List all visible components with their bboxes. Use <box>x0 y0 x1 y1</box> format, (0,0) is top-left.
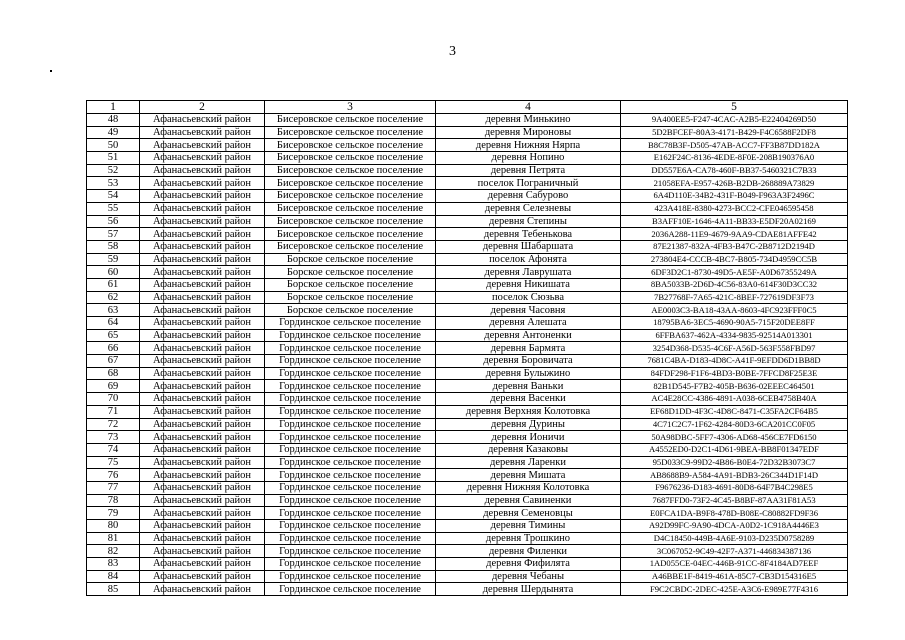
cell-locality: деревня Ваньки <box>436 380 621 393</box>
cell-row-number: 70 <box>87 393 140 406</box>
cell-district: Афанасьевский район <box>140 317 265 330</box>
cell-guid: A46BBE1F-8419-461A-85C7-CB3D154316E5 <box>621 570 848 583</box>
cell-district: Афанасьевский район <box>140 443 265 456</box>
table-row <box>87 164 848 177</box>
cell-settlement: Гординское сельское поселение <box>265 520 436 533</box>
table-row <box>87 393 848 406</box>
cell-settlement: Бисеровское сельское поселение <box>265 240 436 253</box>
cell-locality: деревня Часовня <box>436 304 621 317</box>
cell-district: Афанасьевский район <box>140 215 265 228</box>
cell-row-number: 81 <box>87 532 140 545</box>
table-row <box>87 266 848 279</box>
cell-district: Афанасьевский район <box>140 520 265 533</box>
table-row <box>87 431 848 444</box>
cell-locality: деревня Бармята <box>436 342 621 355</box>
cell-guid: 82B1D545-F7B2-405B-B636-02EEEC464501 <box>621 380 848 393</box>
table-header-row <box>87 101 848 114</box>
cell-row-number: 71 <box>87 405 140 418</box>
cell-locality: деревня Сабурово <box>436 190 621 203</box>
table-row <box>87 139 848 152</box>
table-row <box>87 228 848 241</box>
cell-district: Афанасьевский район <box>140 405 265 418</box>
table-row <box>87 152 848 165</box>
cell-guid: 6DF3D2C1-8730-49D5-AE5F-A0D67355249A <box>621 266 848 279</box>
cell-settlement: Борское сельское поселение <box>265 291 436 304</box>
cell-settlement: Гординское сельское поселение <box>265 393 436 406</box>
cell-row-number: 56 <box>87 215 140 228</box>
cell-district: Афанасьевский район <box>140 304 265 317</box>
cell-row-number: 72 <box>87 418 140 431</box>
cell-district: Афанасьевский район <box>140 583 265 596</box>
cell-guid: 1AD055CE-04EC-446B-91CC-8F4184AD7EEF <box>621 558 848 571</box>
cell-row-number: 48 <box>87 114 140 127</box>
cell-locality: деревня Антоненки <box>436 329 621 342</box>
cell-settlement: Гординское сельское поселение <box>265 583 436 596</box>
cell-row-number: 73 <box>87 431 140 444</box>
cell-district: Афанасьевский район <box>140 329 265 342</box>
cell-locality: деревня Мишата <box>436 469 621 482</box>
cell-guid: AE0003C3-BA18-43AA-8603-4FC923FFF0C5 <box>621 304 848 317</box>
cell-settlement: Бисеровское сельское поселение <box>265 139 436 152</box>
cell-locality: деревня Тебенькова <box>436 228 621 241</box>
table-row <box>87 469 848 482</box>
cell-guid: 50A98DBC-5FF7-4306-AD68-456CE7FD6150 <box>621 431 848 444</box>
cell-guid: F9676236-D183-4691-80D8-64F7B4C298E5 <box>621 481 848 494</box>
header-col-3: 3 <box>265 101 436 114</box>
table-row <box>87 177 848 190</box>
cell-settlement: Бисеровское сельское поселение <box>265 126 436 139</box>
table-body <box>87 114 848 596</box>
cell-locality: поселок Сюзьва <box>436 291 621 304</box>
cell-settlement: Бисеровское сельское поселение <box>265 164 436 177</box>
table-row <box>87 114 848 127</box>
cell-guid: AB8688B9-A584-4A91-BDB3-26C344D1F14D <box>621 469 848 482</box>
cell-district: Афанасьевский район <box>140 481 265 494</box>
cell-settlement: Бисеровское сельское поселение <box>265 190 436 203</box>
table-row <box>87 405 848 418</box>
table-row <box>87 570 848 583</box>
cell-settlement: Бисеровское сельское поселение <box>265 177 436 190</box>
cell-locality: деревня Семеновцы <box>436 507 621 520</box>
cell-locality: деревня Казаковы <box>436 443 621 456</box>
cell-guid: 5D2BFCEF-80A3-4171-B429-F4C6588F2DF8 <box>621 126 848 139</box>
cell-guid: 87E21387-832A-4FB3-B47C-2B8712D2194D <box>621 240 848 253</box>
cell-row-number: 67 <box>87 355 140 368</box>
cell-locality: поселок Афонята <box>436 253 621 266</box>
cell-row-number: 66 <box>87 342 140 355</box>
cell-guid: 6A4D110E-34B2-431F-B049-F963A3F2496C <box>621 190 848 203</box>
cell-guid: E0FCA1DA-B9F8-478D-B08E-C80882FD9F36 <box>621 507 848 520</box>
table-row <box>87 481 848 494</box>
cell-locality: деревня Селезневы <box>436 202 621 215</box>
cell-guid: A4552ED0-D2C1-4D61-9BEA-BB8F01347EDF <box>621 443 848 456</box>
header-col-1: 1 <box>87 101 140 114</box>
cell-guid: B8C78B3F-D505-47AB-ACC7-FF3B87DD182A <box>621 139 848 152</box>
cell-locality: деревня Боровичата <box>436 355 621 368</box>
cell-settlement: Гординское сельское поселение <box>265 532 436 545</box>
cell-locality: деревня Булыжино <box>436 367 621 380</box>
cell-row-number: 62 <box>87 291 140 304</box>
cell-settlement: Гординское сельское поселение <box>265 443 436 456</box>
cell-guid: E162F24C-8136-4EDE-8F0E-208B190376A0 <box>621 152 848 165</box>
cell-district: Афанасьевский район <box>140 278 265 291</box>
cell-row-number: 60 <box>87 266 140 279</box>
cell-district: Афанасьевский район <box>140 152 265 165</box>
cell-row-number: 55 <box>87 202 140 215</box>
cell-locality: поселок Пограничный <box>436 177 621 190</box>
cell-district: Афанасьевский район <box>140 393 265 406</box>
cell-locality: деревня Минькино <box>436 114 621 127</box>
cell-locality: деревня Фифилята <box>436 558 621 571</box>
table-row <box>87 443 848 456</box>
cell-locality: деревня Нижняя Нярпа <box>436 139 621 152</box>
header-col-5: 5 <box>621 101 848 114</box>
cell-settlement: Бисеровское сельское поселение <box>265 215 436 228</box>
cell-locality: деревня Верхняя Колотовка <box>436 405 621 418</box>
cell-settlement: Бисеровское сельское поселение <box>265 228 436 241</box>
cell-guid: EF68D1DD-4F3C-4D8C-8471-C35FA2CF64B5 <box>621 405 848 418</box>
cell-district: Афанасьевский район <box>140 139 265 152</box>
cell-settlement: Гординское сельское поселение <box>265 431 436 444</box>
cell-settlement: Гординское сельское поселение <box>265 469 436 482</box>
cell-locality: деревня Шердынята <box>436 583 621 596</box>
cell-guid: 423A418E-8380-4273-BCC2-CFE046595458 <box>621 202 848 215</box>
cell-row-number: 63 <box>87 304 140 317</box>
cell-settlement: Бисеровское сельское поселение <box>265 202 436 215</box>
table-row <box>87 367 848 380</box>
cell-guid: 7B27768F-7A65-421C-8BEF-727619DF3F73 <box>621 291 848 304</box>
cell-district: Афанасьевский район <box>140 253 265 266</box>
table-row <box>87 494 848 507</box>
cell-row-number: 85 <box>87 583 140 596</box>
cell-settlement: Борское сельское поселение <box>265 266 436 279</box>
table-row <box>87 342 848 355</box>
cell-district: Афанасьевский район <box>140 291 265 304</box>
cell-district: Афанасьевский район <box>140 240 265 253</box>
cell-settlement: Гординское сельское поселение <box>265 342 436 355</box>
cell-district: Афанасьевский район <box>140 190 265 203</box>
cell-settlement: Гординское сельское поселение <box>265 494 436 507</box>
cell-locality: деревня Нопино <box>436 152 621 165</box>
cell-district: Афанасьевский район <box>140 164 265 177</box>
cell-settlement: Борское сельское поселение <box>265 304 436 317</box>
cell-locality: деревня Петрята <box>436 164 621 177</box>
table-row <box>87 304 848 317</box>
cell-district: Афанасьевский район <box>140 558 265 571</box>
cell-district: Афанасьевский район <box>140 114 265 127</box>
cell-guid: 84FDF298-F1F6-4BD3-B0BE-7FFCD8F25E3E <box>621 367 848 380</box>
cell-settlement: Гординское сельское поселение <box>265 570 436 583</box>
cell-row-number: 61 <box>87 278 140 291</box>
table-row <box>87 215 848 228</box>
cell-settlement: Гординское сельское поселение <box>265 329 436 342</box>
cell-district: Афанасьевский район <box>140 456 265 469</box>
cell-locality: деревня Алешата <box>436 317 621 330</box>
cell-row-number: 58 <box>87 240 140 253</box>
cell-row-number: 53 <box>87 177 140 190</box>
cell-district: Афанасьевский район <box>140 177 265 190</box>
cell-guid: AC4E28CC-4386-4891-A038-6CEB4758B40A <box>621 393 848 406</box>
cell-row-number: 52 <box>87 164 140 177</box>
cell-guid: A92D99FC-9A90-4DCA-A0D2-1C918A4446E3 <box>621 520 848 533</box>
cell-locality: деревня Мироновы <box>436 126 621 139</box>
cell-settlement: Гординское сельское поселение <box>265 418 436 431</box>
table-row <box>87 520 848 533</box>
cell-row-number: 83 <box>87 558 140 571</box>
table-row <box>87 507 848 520</box>
cell-guid: 95D033C9-99D2-4B86-B0E4-72D32B3073C7 <box>621 456 848 469</box>
cell-district: Афанасьевский район <box>140 532 265 545</box>
cell-row-number: 49 <box>87 126 140 139</box>
cell-district: Афанасьевский район <box>140 367 265 380</box>
cell-guid: 273804E4-CCCB-4BC7-B805-734D4959CC5B <box>621 253 848 266</box>
cell-guid: 7681C4BA-D183-4D8C-A41F-9EFDD6D1BB8D <box>621 355 848 368</box>
cell-guid: 7687FFD0-73F2-4C45-B8BF-87AA31F81A53 <box>621 494 848 507</box>
cell-guid: 6FFBA637-462A-4334-9835-92514A013301 <box>621 329 848 342</box>
settlements-table <box>86 100 848 596</box>
cell-guid: 18795BA6-3EC5-4690-90A5-715F20DEE8FF <box>621 317 848 330</box>
cell-settlement: Гординское сельское поселение <box>265 545 436 558</box>
table-row <box>87 253 848 266</box>
table-row <box>87 240 848 253</box>
cell-row-number: 74 <box>87 443 140 456</box>
table-row <box>87 545 848 558</box>
cell-row-number: 57 <box>87 228 140 241</box>
cell-district: Афанасьевский район <box>140 469 265 482</box>
cell-row-number: 78 <box>87 494 140 507</box>
header-col-2: 2 <box>140 101 265 114</box>
cell-settlement: Борское сельское поселение <box>265 278 436 291</box>
cell-guid: 4C71C2C7-1F62-4284-80D3-6CA201CC0F05 <box>621 418 848 431</box>
cell-district: Афанасьевский район <box>140 202 265 215</box>
cell-row-number: 65 <box>87 329 140 342</box>
cell-district: Афанасьевский район <box>140 494 265 507</box>
cell-locality: деревня Тимины <box>436 520 621 533</box>
cell-settlement: Гординское сельское поселение <box>265 481 436 494</box>
cell-row-number: 82 <box>87 545 140 558</box>
table-row <box>87 418 848 431</box>
cell-settlement: Гординское сельское поселение <box>265 317 436 330</box>
cell-row-number: 69 <box>87 380 140 393</box>
table-row <box>87 126 848 139</box>
cell-district: Афанасьевский район <box>140 418 265 431</box>
table-row <box>87 558 848 571</box>
cell-settlement: Гординское сельское поселение <box>265 456 436 469</box>
cell-locality: деревня Нижняя Колотовка <box>436 481 621 494</box>
cell-locality: деревня Дурины <box>436 418 621 431</box>
cell-settlement: Гординское сельское поселение <box>265 367 436 380</box>
cell-settlement: Гординское сельское поселение <box>265 558 436 571</box>
cell-row-number: 75 <box>87 456 140 469</box>
table-row <box>87 278 848 291</box>
scan-dot <box>50 70 52 72</box>
cell-row-number: 59 <box>87 253 140 266</box>
cell-row-number: 51 <box>87 152 140 165</box>
cell-settlement: Бисеровское сельское поселение <box>265 152 436 165</box>
cell-district: Афанасьевский район <box>140 507 265 520</box>
cell-guid: 3254D368-D535-4C6F-A56D-563F558FBD97 <box>621 342 848 355</box>
table-row <box>87 329 848 342</box>
table-row <box>87 202 848 215</box>
cell-locality: деревня Ионичи <box>436 431 621 444</box>
cell-district: Афанасьевский район <box>140 228 265 241</box>
table-row <box>87 456 848 469</box>
cell-guid: 8BA5033B-2D6D-4C56-83A0-614F30D3CC32 <box>621 278 848 291</box>
cell-guid: 3C067052-9C49-42F7-A371-446834387136 <box>621 545 848 558</box>
cell-district: Афанасьевский район <box>140 570 265 583</box>
cell-district: Афанасьевский район <box>140 380 265 393</box>
table-row <box>87 380 848 393</box>
cell-row-number: 76 <box>87 469 140 482</box>
cell-locality: деревня Лаврушата <box>436 266 621 279</box>
header-col-4: 4 <box>436 101 621 114</box>
cell-guid: D4C18450-449B-4A6E-9103-D235D0758289 <box>621 532 848 545</box>
cell-row-number: 68 <box>87 367 140 380</box>
cell-row-number: 54 <box>87 190 140 203</box>
cell-settlement: Гординское сельское поселение <box>265 380 436 393</box>
table-row <box>87 291 848 304</box>
table-row <box>87 532 848 545</box>
cell-district: Афанасьевский район <box>140 431 265 444</box>
cell-district: Афанасьевский район <box>140 545 265 558</box>
cell-locality: деревня Чебаны <box>436 570 621 583</box>
cell-district: Афанасьевский район <box>140 126 265 139</box>
cell-row-number: 64 <box>87 317 140 330</box>
cell-district: Афанасьевский район <box>140 266 265 279</box>
page-number: 3 <box>449 44 456 59</box>
cell-settlement: Бисеровское сельское поселение <box>265 114 436 127</box>
cell-guid: DD557E6A-CA78-460F-BB37-5460321C7B33 <box>621 164 848 177</box>
cell-guid: 9A400EE5-F247-4CAC-A2B5-E22404269D50 <box>621 114 848 127</box>
cell-guid: F9C2CBDC-2DEC-425E-A3C6-E989E77F4316 <box>621 583 848 596</box>
cell-locality: деревня Шабаршата <box>436 240 621 253</box>
cell-guid: 2036A288-11E9-4679-9AA9-CDAE81AFFE42 <box>621 228 848 241</box>
cell-row-number: 77 <box>87 481 140 494</box>
cell-locality: деревня Никишата <box>436 278 621 291</box>
cell-district: Афанасьевский район <box>140 342 265 355</box>
table-row <box>87 190 848 203</box>
cell-row-number: 50 <box>87 139 140 152</box>
cell-district: Афанасьевский район <box>140 355 265 368</box>
cell-settlement: Гординское сельское поселение <box>265 507 436 520</box>
cell-row-number: 79 <box>87 507 140 520</box>
cell-row-number: 80 <box>87 520 140 533</box>
cell-settlement: Борское сельское поселение <box>265 253 436 266</box>
cell-locality: деревня Ларенки <box>436 456 621 469</box>
cell-settlement: Гординское сельское поселение <box>265 405 436 418</box>
cell-locality: деревня Филенки <box>436 545 621 558</box>
table-row <box>87 317 848 330</box>
table-row <box>87 583 848 596</box>
cell-settlement: Гординское сельское поселение <box>265 355 436 368</box>
cell-locality: деревня Васенки <box>436 393 621 406</box>
cell-guid: 21058EFA-E957-426B-B2DB-268889A73829 <box>621 177 848 190</box>
cell-locality: деревня Степины <box>436 215 621 228</box>
cell-locality: деревня Савиненки <box>436 494 621 507</box>
cell-locality: деревня Трошкино <box>436 532 621 545</box>
table-row <box>87 355 848 368</box>
cell-guid: B3AFF10E-1646-4A11-BB33-E5DF20A02169 <box>621 215 848 228</box>
cell-row-number: 84 <box>87 570 140 583</box>
